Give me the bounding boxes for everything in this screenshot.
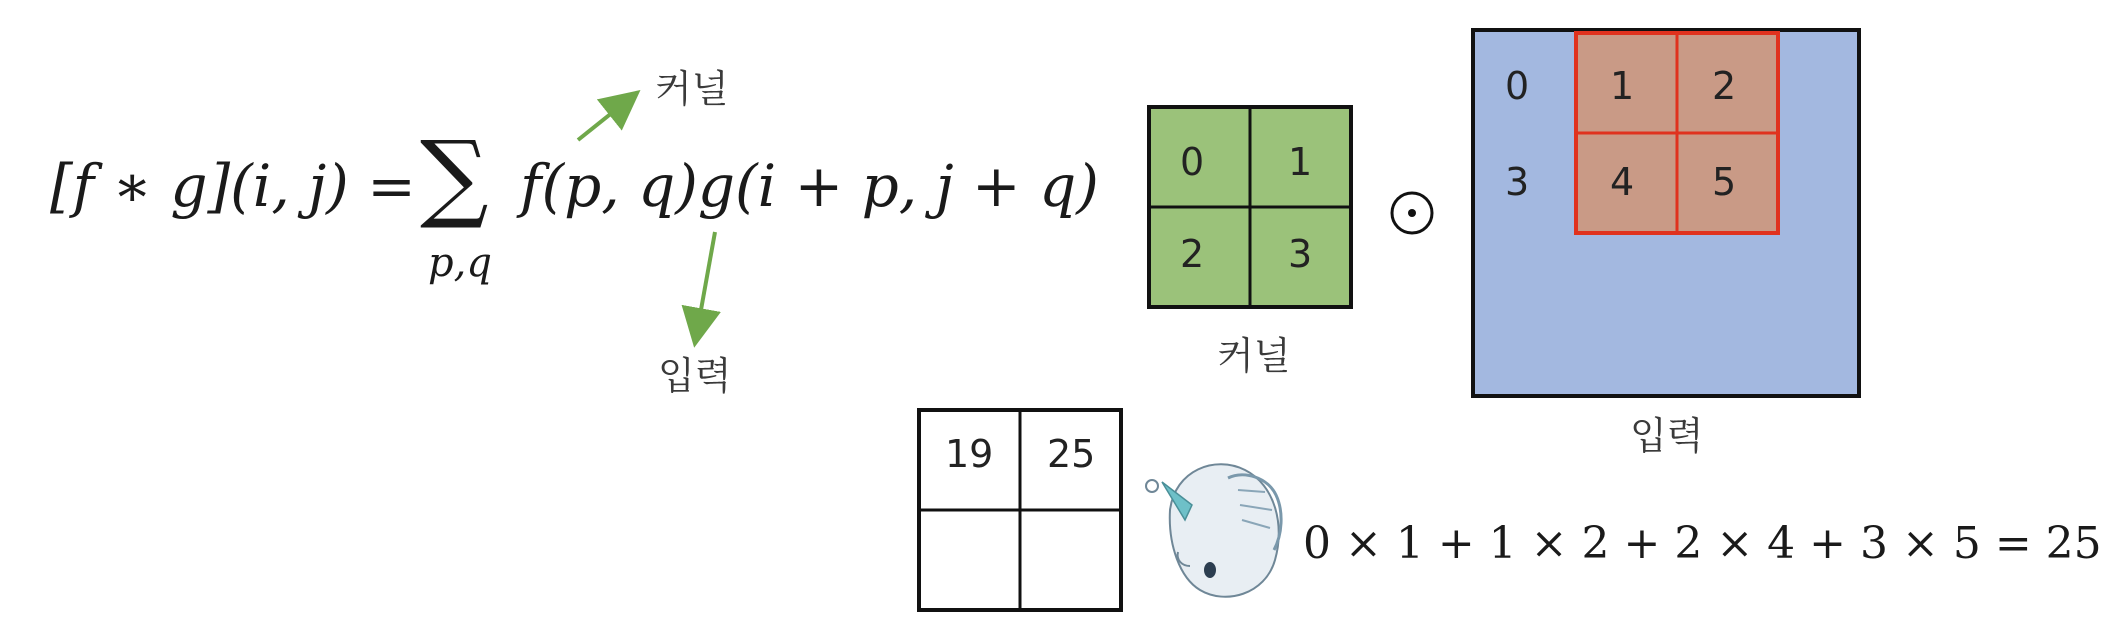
input-value-4: 4	[1610, 160, 1635, 204]
output-cell-0: 19	[945, 432, 994, 476]
unicorn-mascot-icon	[1146, 464, 1281, 596]
formula-rhs: f(p, q)g(i + p, j + q)	[520, 152, 1099, 220]
kernel-cell-3: 3	[1288, 232, 1313, 276]
calculation-equation: 0 × 1 + 1 × 2 + 2 × 4 + 3 × 5 = 25	[1303, 518, 2102, 569]
formula-kernel-label: 커널	[655, 67, 729, 111]
input-value-0: 0	[1505, 64, 1530, 108]
input-arrow-icon	[697, 232, 715, 332]
output-cell-1: 25	[1047, 432, 1096, 476]
input-value-2: 2	[1712, 64, 1737, 108]
kernel-cell-1: 1	[1288, 140, 1313, 184]
input-matrix	[1473, 30, 1859, 396]
formula-input-label: 입력	[658, 354, 732, 398]
input-value-3: 3	[1505, 160, 1530, 204]
kernel-grid	[1149, 107, 1351, 307]
kernel-arrow-icon	[578, 100, 628, 140]
kernel-cell-2: 2	[1180, 232, 1205, 276]
kernel-cell-0: 0	[1180, 140, 1205, 184]
input-value-1: 1	[1610, 64, 1635, 108]
sigma-subscript: p,q	[428, 240, 492, 286]
hadamard-operator-icon	[1392, 193, 1432, 233]
input-label: 입력	[1630, 414, 1704, 458]
input-value-5: 5	[1712, 160, 1737, 204]
sigma-symbol: ∑	[420, 120, 489, 232]
kernel-label: 커널	[1217, 334, 1291, 378]
formula-lhs: [f ∗ g](i, j) =	[50, 152, 416, 220]
